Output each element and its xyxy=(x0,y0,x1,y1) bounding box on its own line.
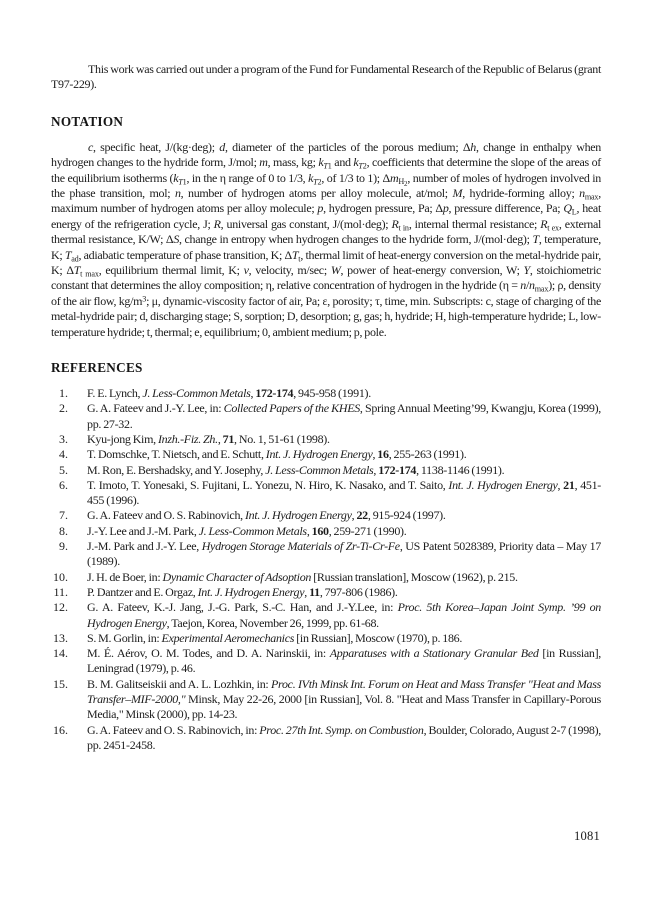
reference-item xyxy=(51,677,601,723)
acknowledgment-paragraph: This work was carried out under a program of the Fund for Fundamental Research of the Republic of Belarus (grant T97-229). xyxy=(51,62,601,92)
reference-item xyxy=(51,570,601,585)
reference-number: 8. xyxy=(59,523,68,538)
notation-heading: NOTATION xyxy=(51,113,124,129)
reference-item xyxy=(51,631,601,646)
reference-number: 11. xyxy=(53,584,68,599)
reference-text: T. Imoto, T. Yonesaki, S. Fujitani, L. Yonezu, N. Hiro, K. Nasako, and T. Saito, Int. J. Hydrogen Energy, 21, 451-455 (1996). xyxy=(87,477,601,508)
reference-text: M. Ron, E. Bershadsky, and Y. Josephy, J. Less-Common Metals, 172-174, 1138-1146 (1991). xyxy=(87,462,505,477)
reference-text: G. A. Fateev and J.-Y. Lee, in: Collected Papers of the KHES, Spring Annual Meeting’99, Kwangju, Korea (1999), pp. 27-32. xyxy=(87,401,601,431)
reference-text: F. E. Lynch, J. Less-Common Metals, 172-174, 945-958 (1991). xyxy=(87,386,371,401)
reference-text: P. Dantzer and E. Orgaz, Int. J. Hydrogen Energy, 11, 797-806 (1986). xyxy=(87,584,398,599)
reference-item xyxy=(51,432,601,447)
reference-number: 7. xyxy=(59,508,68,523)
reference-number: 15. xyxy=(53,676,68,691)
reference-text: J.-Y. Lee and J.-M. Park, J. Less-Common Metals, 160, 259-271 (1990). xyxy=(87,523,407,538)
reference-text: B. M. Galitseiskii and A. L. Lozhkin, in: Proc. IVth Minsk Int. Forum on Heat and Mass Transfer "Heat and Mass Transfer–MIF-2000," Minsk, May 22-26, 2000 [in Russian], Vol. 8. "Heat and Mass Transfer in Capillary-Porous Media," Minsk (2000), pp. 14-23. xyxy=(87,676,601,722)
page-number: 1081 xyxy=(574,829,600,843)
reference-number: 10. xyxy=(53,569,68,584)
reference-text: J.-M. Park and J.-Y. Lee, Hydrogen Storage Materials of Zr-Ti-Cr-Fe, US Patent 5028389, Priority data – May 17 (1989). xyxy=(87,539,601,569)
reference-number: 1. xyxy=(59,386,68,401)
reference-number: 6. xyxy=(59,477,68,492)
reference-number: 16. xyxy=(53,722,68,737)
reference-number: 3. xyxy=(59,431,68,446)
reference-item xyxy=(51,401,601,432)
reference-item xyxy=(51,386,601,401)
reference-number: 5. xyxy=(59,462,68,477)
reference-number: 13. xyxy=(53,630,68,645)
reference-text: G. A. Fateev and O. S. Rabinovich, Int. J. Hydrogen Energy, 22, 915-924 (1997). xyxy=(87,508,446,523)
notation-paragraph: c, specific heat, J/(kg·deg); d, diameter of the particles of the porous medium; Δh, change in enthalpy when hydrogen changes to the hydride form, J/mol; m, mass, kg; $k_{T1}$ and $k_{T2}$, coefficients that determine the slope of the areas of the equilibrium isotherms ($k_{T1}$, in the η range of 0 to 1/3, $k_{T2}$, of 1/3 to 1); $\Delta m_{H_2}$, number of moles of hydrogen involved in the phase transition, mol; n, number of hydrogen atoms per alloy molecule, at/mol; M, hydride-forming alloy; $n_{max}$, maximum number of hydrogen atoms per alloy molecule; p, hydrogen pressure, Pa; Δp, pressure difference, Pa; $Q_L$, heat energy of the refrigeration cycle, J; R, universal gas constant, J/(mol·deg); $R_{t in}$, internal thermal resistance; $R_{t ex}$, external thermal resistance, K/W; ΔS, change in entropy when hydrogen changes to the hydride form, J/(mol·deg); T, temperature, K; $T_{ad}$, adiabatic temperature of phase transition, K; $\Delta T_t$, thermal limit of heat-energy conversion on the metal-hydride pair, K; $\Delta T_{t max}$, equilibrium thermal limit, K; v, velocity, m/sec; W, power of heat-energy conversion, W; Y, stoichiometric constant that determines the alloy composition; η, relative concentration of hydrogen in the hydride $(\eta = n/n_{max})$; ρ, density of the air flow, $kg/m^3$; μ, dynamic-viscosity factor of air, Pa; ε, porosity; τ, time, min. Subscripts: c, stage of charging of the metal-hydride pair; d, discharging stage; S, sorption; D, desorption; g, gas; h, hydride; H, high-temperature hydride; L, low-temperature hydride; t, thermal; e, equilibrium; 0, ambient medium; p, pole. xyxy=(51,139,602,339)
reference-item xyxy=(51,463,601,478)
reference-item xyxy=(51,447,601,462)
reference-item xyxy=(51,600,601,631)
reference-text: T. Domschke, T. Nietsch, and E. Schutt, Int. J. Hydrogen Energy, 16, 255-263 (1991). xyxy=(87,447,467,462)
reference-text: G. A. Fateev and O. S. Rabinovich, in: Proc. 27th Int. Symp. on Combustion, Boulder, Colorado, August 2-7 (1998), pp. 2451-2458. xyxy=(87,722,602,752)
reference-text: Kyu-jong Kim, Inzh.-Fiz. Zh., 71, No. 1, 51-61 (1998). xyxy=(87,431,330,446)
reference-item xyxy=(51,524,601,539)
references-heading: REFERENCES xyxy=(51,360,143,376)
reference-text: G. A. Fateev, K.-J. Jang, J.-G. Park, S.-C. Han, and J.-Y.Lee, in: Proc. 5th Korea–Japan Joint Symp. ’99 on Hydrogen Energy, Taejon, Korea, November 26, 1999, pp. 61-68. xyxy=(87,600,601,630)
reference-number: 14. xyxy=(53,646,68,661)
references-list xyxy=(51,386,601,753)
reference-number: 9. xyxy=(59,539,68,554)
reference-text: J. H. de Boer, in: Dynamic Character of Adsoption [Russian translation], Moscow (1962), p. 215. xyxy=(87,569,518,584)
reference-item xyxy=(51,539,601,570)
reference-item xyxy=(51,478,601,509)
reference-text: M. É. Aérov, O. M. Todes, and D. A. Narinskii, in: Apparatuses with a Stationary Granular Bed [in Russian], Leningrad (1979), p. 46. xyxy=(87,646,601,676)
reference-item xyxy=(51,508,601,523)
reference-item xyxy=(51,723,601,754)
reference-item xyxy=(51,646,601,677)
reference-number: 2. xyxy=(59,401,68,416)
reference-text: S. M. Gorlin, in: Experimental Aeromechanics [in Russian], Moscow (1970), p. 186. xyxy=(87,630,463,645)
reference-number: 4. xyxy=(59,447,68,462)
reference-item xyxy=(51,585,601,600)
reference-number: 12. xyxy=(53,600,68,615)
